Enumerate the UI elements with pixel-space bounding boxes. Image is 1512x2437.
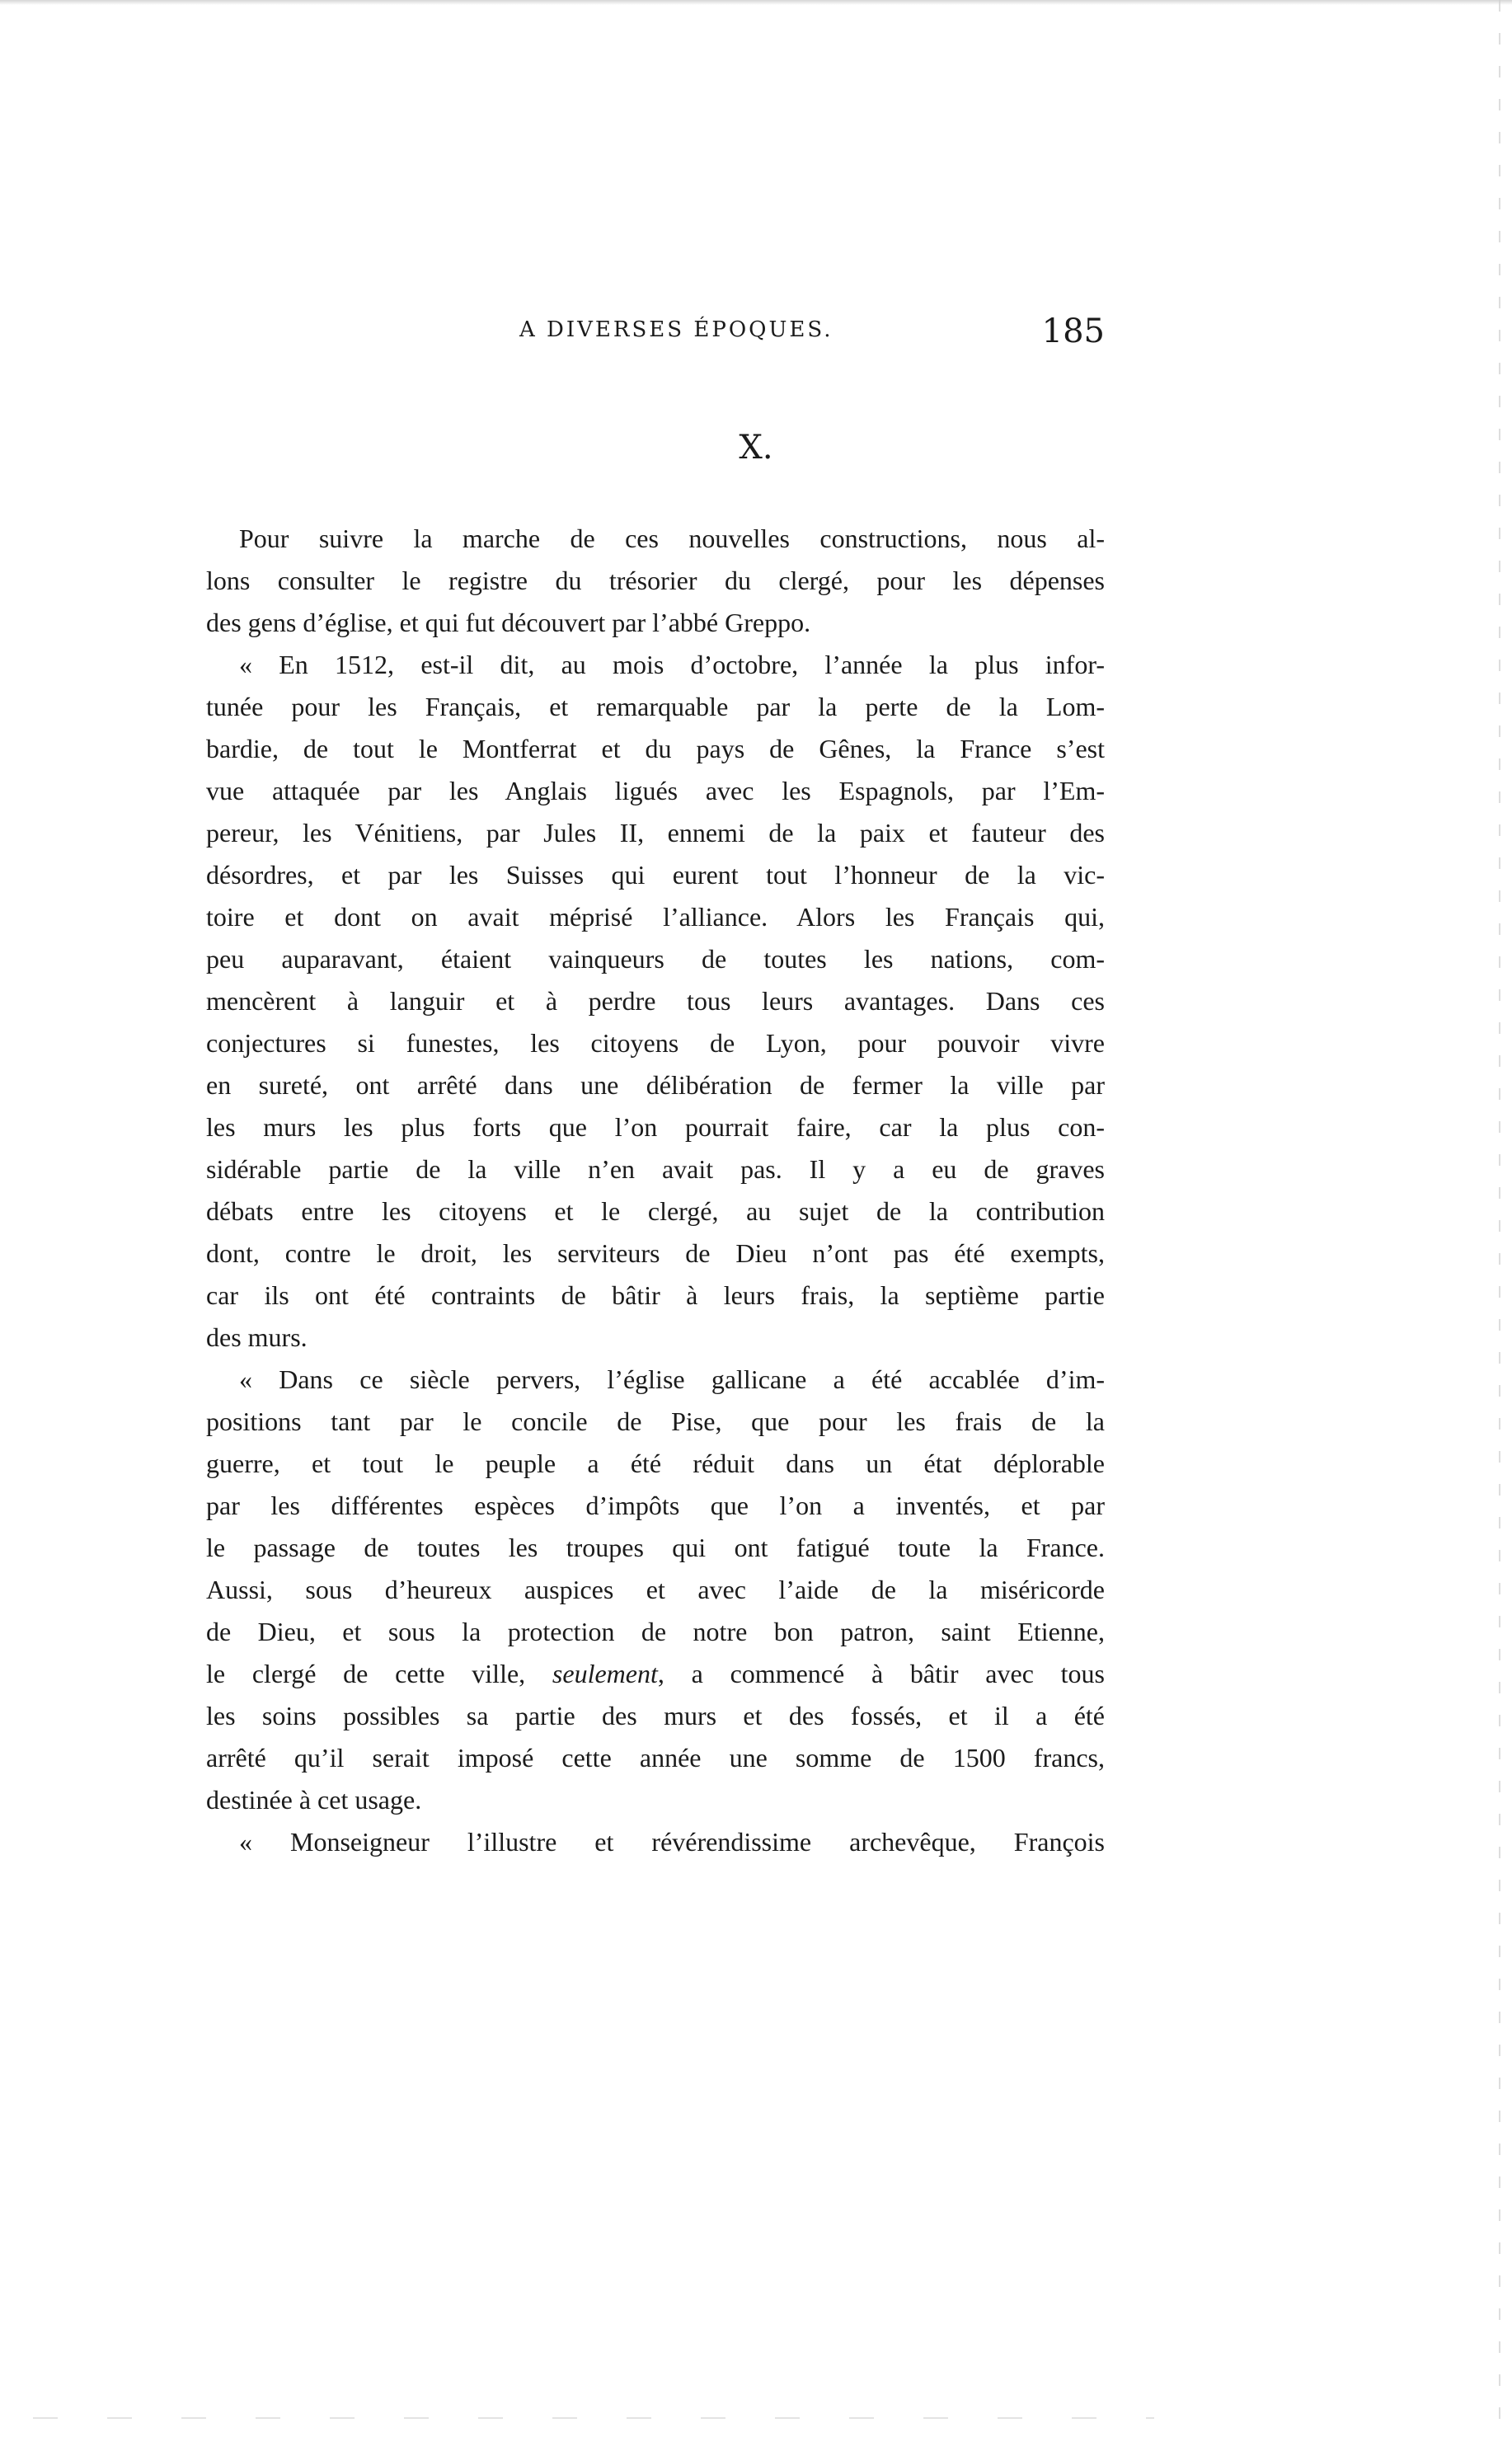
text-line: mencèrent à languir et à perdre tous leurs avantages. Dans ces — [206, 986, 1105, 1016]
text-line: Pour suivre la marche de ces nouvelles constructions, nous al- — [239, 524, 1105, 553]
text-line: les soins possibles sa partie des murs et des fossés, et il a été — [206, 1701, 1105, 1730]
text-line: dont, contre le droit, les serviteurs de Dieu n’ont pas été exempts, — [206, 1238, 1105, 1268]
text-line: le passage de toutes les troupes qui ont fatigué toute la France. — [206, 1533, 1105, 1562]
text-line: Aussi, sous d’heureux auspices et avec l’aide de la miséricorde — [206, 1575, 1105, 1604]
text-line: tunée pour les Français, et remarquable par la perte de la Lom- — [206, 692, 1105, 721]
text-line: en sureté, ont arrêté dans une délibération de fermer la ville par — [206, 1070, 1105, 1100]
text-segment: , a commencé à bâtir avec tous — [657, 1659, 1106, 1688]
text-line: désordres, et par les Suisses qui eurent tout l’honneur de la vic- — [206, 860, 1105, 890]
text-line: « Monseigneur l’illustre et révérendissime archevêque, François — [239, 1827, 1105, 1857]
text-line: par les différentes espèces d’impôts que l’on a inventés, et par — [206, 1491, 1105, 1520]
section-heading: X. — [739, 429, 773, 467]
text-line: les murs les plus forts que l’on pourrait faire, car la plus con- — [206, 1112, 1105, 1142]
text-line: bardie, de tout le Montferrat et du pays de Gênes, la France s’est — [206, 734, 1105, 763]
body-text — [206, 518, 1105, 1863]
running-head — [206, 312, 1105, 367]
text-line: sidérable partie de la ville n’en avait pas. Il y a eu de graves — [206, 1154, 1105, 1184]
italic-word: seulement — [552, 1659, 658, 1688]
text-line: conjectures si funestes, les citoyens de Lyon, pour pouvoir vivre — [206, 1028, 1105, 1058]
text-line: guerre, et tout le peuple a été réduit dans un état déplorable — [206, 1449, 1105, 1478]
running-title: A DIVERSES ÉPOQUES. — [519, 317, 833, 342]
page-number: 185 — [1041, 312, 1105, 350]
text-line: « Dans ce siècle pervers, l’église gallicane a été accablée d’im- — [239, 1364, 1105, 1394]
text-line: des murs. — [206, 1322, 308, 1352]
text-line: de Dieu, et sous la protection de notre bon patron, saint Etienne, — [206, 1617, 1105, 1646]
text-line: lons consulter le registre du trésorier du clergé, pour les dépenses — [206, 566, 1105, 595]
text-line: destinée à cet usage. — [206, 1785, 422, 1815]
text-line: positions tant par le concile de Pise, que pour les frais de la — [206, 1406, 1105, 1436]
text-line: toire et dont on avait méprisé l’alliance. Alors les Français qui, — [206, 902, 1105, 932]
scan-edge-top — [0, 0, 1512, 5]
text-line-with-italic — [206, 1653, 1105, 1695]
text-line: peu auparavant, étaient vainqueurs de toutes les nations, com- — [206, 944, 1105, 974]
text-line: des gens d’église, et qui fut découvert par l’abbé Greppo. — [206, 608, 811, 637]
text-line: « En 1512, est-il dit, au mois d’octobre, l’année la plus infor- — [239, 650, 1105, 679]
scan-edge-bottom — [33, 2417, 1154, 2419]
text-segment: le clergé de cette ville, — [206, 1659, 552, 1688]
text-line: car ils ont été contraints de bâtir à leurs frais, la septième partie — [206, 1280, 1105, 1310]
scan-edge-right — [1499, 0, 1500, 2437]
text-line: pereur, les Vénitiens, par Jules II, ennemi de la paix et fauteur des — [206, 818, 1105, 848]
text-line: vue attaquée par les Anglais ligués avec les Espagnols, par l’Em- — [206, 776, 1105, 805]
text-line: arrêté qu’il serait imposé cette année une somme de 1500 francs, — [206, 1743, 1105, 1773]
text-line: débats entre les citoyens et le clergé, au sujet de la contribution — [206, 1196, 1105, 1226]
